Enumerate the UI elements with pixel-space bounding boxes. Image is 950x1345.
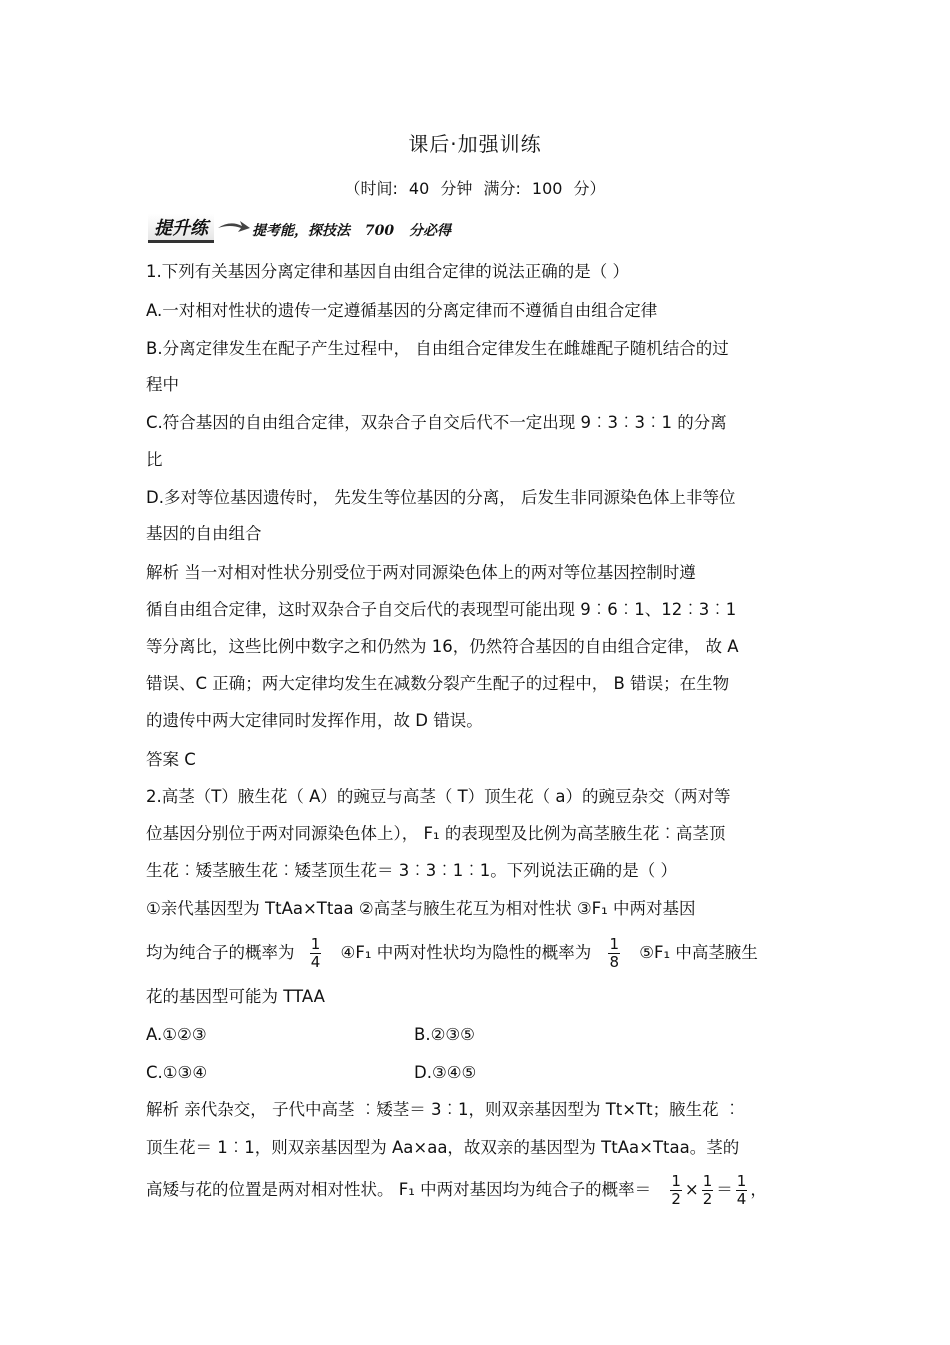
q2-statements-line1: ①亲代基因型为 TtAa×Ttaa ②高茎与腋生花互为相对性状 ③F₁ 中两对基因 (146, 899, 696, 918)
q2-analysis-line1: 解析 亲代杂交， 子代中高茎 ︰矮茎＝ 3︰1，则双亲基因型为 Tt×Tt；腋生花 ︰ (146, 1100, 741, 1119)
q2-stmt-text-c: ⑤F₁ 中高茎腋生 (639, 943, 758, 962)
q1-stem: 1.下列有关基因分离定律和基因自由组合定律的说法正确的是（ ） (146, 262, 629, 281)
fraction-numerator: 1 (310, 935, 321, 953)
page-subtitle: （时间: 40 分钟 满分: 100 分） (344, 179, 606, 198)
q1-option-d-line1: D.多对等位基因遗传时， 先发生等位基因的分离， 后发生非同源染色体上非等位 (146, 488, 736, 507)
comma: ， (750, 1180, 767, 1199)
q2-option-c: C.①③④ (146, 1063, 208, 1082)
q2-stem-line2: 位基因分别位于两对同源染色体上）， F₁ 的表现型及比例为高茎腋生花︰高茎顶 (146, 824, 726, 843)
section-banner (148, 212, 508, 246)
q1-option-c-line2: 比 (146, 450, 163, 469)
q2-option-a: A.①②③ (146, 1025, 207, 1044)
q2-stem-line3: 生花︰矮茎腋生花︰矮茎顶生花＝ 3︰3︰1︰1。下列说法正确的是（ ） (146, 861, 677, 880)
q2-analysis-line2: 顶生花＝ 1︰1，则双亲基因型为 Aa×aa，故双亲的基因型为 TtAa×Ttaa。茎的 (146, 1138, 740, 1157)
fraction-numerator: 1 (702, 1172, 713, 1190)
q1-option-d-line2: 基因的自由组合 (146, 524, 262, 543)
fraction-numerator: 1 (736, 1172, 747, 1190)
times-sign: × (684, 1180, 699, 1199)
fraction-one-half-a (670, 1173, 682, 1208)
q1-analysis-line2: 循自由组合定律，这时双杂合子自交后代的表现型可能出现 9︰6︰1、12︰3︰1 (146, 600, 737, 619)
q1-option-b-line1: B.分离定律发生在配子产生过程中， 自由组合定律发生在雌雄配子随机结合的过 (146, 339, 729, 358)
fraction-denominator: 2 (671, 1190, 681, 1208)
arrow-icon (216, 216, 252, 236)
fraction-one-half-b (702, 1173, 714, 1208)
fraction-denominator: 2 (702, 1190, 713, 1208)
q1-option-c-line1: C.符合基因的自由组合定律，双杂合子自交后代不一定出现 9︰3︰3︰1 的分离 (146, 413, 727, 432)
q2-stmt-text-b: ④F₁ 中两对性状均为隐性的概率为 (340, 943, 592, 962)
q2-statements-line3: 花的基因型可能为 TTAA (146, 987, 325, 1006)
fraction-denominator: 4 (310, 953, 321, 971)
q1-option-a: A.一对相对性状的遗传一定遵循基因的分离定律而不遵循自由组合定律 (146, 301, 658, 320)
page-title: 课后·加强训练 (408, 132, 542, 156)
q1-answer: 答案 C (146, 750, 196, 769)
fraction-denominator: 8 (609, 953, 619, 971)
q1-option-b-line2: 程中 (146, 375, 179, 394)
q2-statements-line2 (146, 933, 758, 973)
fraction-one-eighth (608, 936, 620, 971)
fraction-one-quarter (310, 936, 322, 971)
fraction-numerator: 1 (671, 1172, 681, 1190)
fraction-numerator: 1 (609, 935, 619, 953)
q2-analysis-text: 高矮与花的位置是两对相对性状。 F₁ 中两对基因均为纯合子的概率＝ (146, 1180, 652, 1199)
q2-option-b: B.②③⑤ (414, 1025, 475, 1044)
q1-analysis-line4: 错误、C 正确；两大定律均发生在减数分裂产生配子的过程中， B 错误；在生物 (146, 674, 730, 693)
fraction-denominator: 4 (736, 1190, 747, 1208)
q2-option-d: D.③④⑤ (414, 1063, 477, 1082)
fraction-one-quarter-result (736, 1173, 748, 1208)
q1-analysis-line1: 解析 当一对相对性状分别受位于两对同源染色体上的两对等位基因控制时遵 (146, 563, 696, 582)
q1-analysis-line5: 的遗传中两大定律同时发挥作用，故 D 错误。 (146, 711, 483, 730)
q2-analysis-line3 (146, 1170, 767, 1210)
equals-sign: ＝ (716, 1180, 733, 1199)
banner-tag: 提升练 (148, 214, 214, 243)
q2-stem-line1: 2.高茎（T）腋生花（ A）的豌豆与高茎（ T）顶生花（ a）的豌豆杂交（两对等 (146, 787, 731, 806)
banner-slogan: 提考能，探技法 700 分必得 (252, 223, 451, 239)
q2-stmt-text-a: 均为纯合子的概率为 (146, 943, 295, 962)
q1-analysis-line3: 等分离比，这些比例中数字之和仍然为 16，仍然符合基因的自由组合定律， 故 A (146, 637, 739, 656)
